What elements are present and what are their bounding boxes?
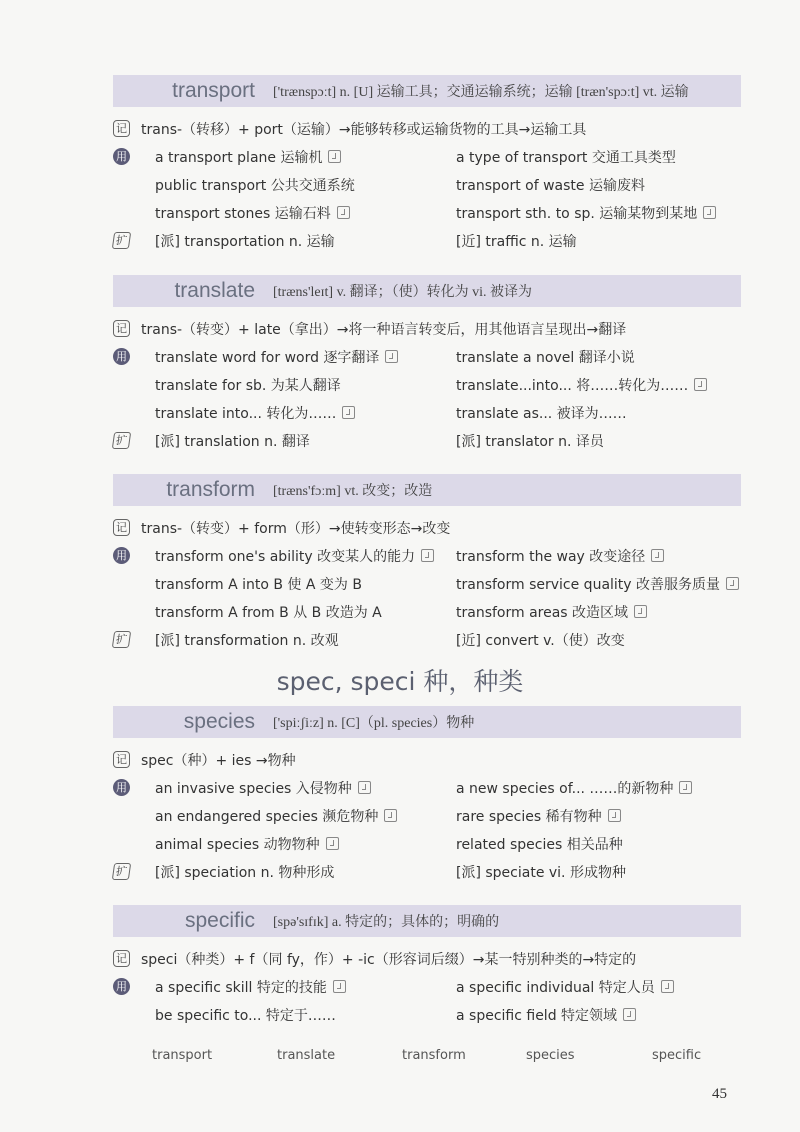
usage-item: transform service quality 改善服务质量 (456, 574, 739, 594)
entry-header (113, 905, 741, 937)
etymology: speci（种类）+ f（同 fy，作）+ -ic（形容词后缀）→某一特别种类的→特定的 (141, 952, 637, 968)
audio-icon[interactable] (358, 781, 371, 794)
etymology-row (113, 945, 741, 973)
etymology-row (113, 115, 741, 143)
derivative: [派] transportation n. 运输 (155, 234, 335, 250)
footer-word: translate (277, 1048, 336, 1063)
definition: ['spiːʃiːz] n. [C]（pl. species）物种 (273, 716, 475, 731)
headword: translate (174, 279, 255, 302)
etymology: spec（种）+ ies →物种 (141, 753, 296, 769)
usage-item: transform one's ability 改变某人的能力 (155, 546, 434, 566)
usage-item: transform the way 改变途径 (456, 546, 664, 566)
derivative: [派] translator n. 译员 (456, 434, 604, 450)
entry-transform (113, 474, 741, 654)
audio-icon[interactable] (634, 605, 647, 618)
usage-item: rare species 稀有物种 (456, 806, 621, 826)
usage-item: translate for sb. 为某人翻译 (155, 378, 341, 394)
usage-item: related species 相关品种 (456, 837, 623, 853)
usage-row (113, 171, 741, 199)
usage-item: an invasive species 入侵物种 (155, 778, 371, 798)
headword: specific (184, 909, 255, 932)
usage-row (113, 802, 741, 830)
audio-icon[interactable] (623, 1008, 636, 1021)
usage-item: animal species 动物物种 (155, 834, 339, 854)
usage-row (113, 1001, 741, 1029)
audio-icon[interactable] (694, 378, 707, 391)
ji-badge-icon: 记 (113, 950, 130, 967)
usage-item: translate a novel 翻译小说 (456, 350, 635, 366)
yong-badge-icon: 用 (113, 348, 130, 365)
entry-header (113, 75, 741, 107)
usage-item: a specific skill 特定的技能 (155, 977, 346, 997)
usage-item: a new species of... ……的新物种 (456, 778, 692, 798)
usage-row (113, 598, 741, 626)
yong-badge-icon: 用 (113, 547, 130, 564)
yong-badge-icon: 用 (113, 978, 130, 995)
audio-icon[interactable] (326, 837, 339, 850)
usage-item: transform A from B 从 B 改造为 A (155, 605, 382, 621)
usage-item: transform areas 改造区域 (456, 602, 647, 622)
kuo-badge-icon: 扩 (112, 232, 131, 249)
etymology: trans-（转移）+ port（运输）→能够转移或运输货物的工具→运输工具 (141, 122, 587, 138)
usage-item: translate as... 被译为…… (456, 406, 627, 422)
etymology-row (113, 746, 741, 774)
usage-row (113, 542, 741, 570)
usage-row (113, 343, 741, 371)
extension-row (113, 227, 741, 255)
usage-item: a specific field 特定领域 (456, 1005, 636, 1025)
usage-item: translate word for word 逐字翻译 (155, 347, 398, 367)
footer-word: transport (152, 1048, 213, 1063)
footer-word: transform (402, 1048, 466, 1063)
etymology: trans-（转变）+ late（拿出）→将一种语言转变后，用其他语言呈现出→翻译 (141, 322, 627, 338)
usage-item: a specific individual 特定人员 (456, 977, 674, 997)
usage-row (113, 143, 741, 171)
kuo-badge-icon: 扩 (112, 631, 131, 648)
usage-row (113, 830, 741, 858)
audio-icon[interactable] (661, 980, 674, 993)
extension-row (113, 858, 741, 886)
ji-badge-icon: 记 (113, 519, 130, 536)
usage-row (113, 199, 741, 227)
footer-word-list (0, 1048, 800, 1072)
headword: transform (166, 478, 255, 501)
etymology-row (113, 514, 741, 542)
entry-header (113, 474, 741, 506)
entry-species (113, 706, 741, 886)
definition: [spə'sɪfɪk] a. 特定的；具体的；明确的 (273, 915, 500, 930)
ji-badge-icon: 记 (113, 120, 130, 137)
derivative: [派] transformation n. 改观 (155, 633, 339, 649)
footer-word: specific (652, 1048, 702, 1063)
usage-item: be specific to... 特定于…… (155, 1008, 336, 1024)
usage-row (113, 371, 741, 399)
audio-icon[interactable] (421, 549, 434, 562)
audio-icon[interactable] (385, 350, 398, 363)
definition: [træns'fɔːm] vt. 改变；改造 (273, 484, 433, 499)
audio-icon[interactable] (608, 809, 621, 822)
headword: species (183, 710, 255, 733)
kuo-badge-icon: 扩 (112, 863, 131, 880)
usage-item: translate...into... 将……转化为…… (456, 375, 707, 395)
synonym: [近] traffic n. 运输 (456, 234, 577, 250)
entry-transport (113, 75, 741, 255)
etymology-row (113, 315, 741, 343)
usage-item: translate into... 转化为…… (155, 403, 355, 423)
usage-item: transport stones 运输石料 (155, 203, 350, 223)
usage-row (113, 774, 741, 802)
audio-icon[interactable] (384, 809, 397, 822)
entry-translate (113, 275, 741, 455)
usage-row (113, 399, 741, 427)
audio-icon[interactable] (328, 150, 341, 163)
headword: transport (172, 79, 255, 102)
synonym: [近] convert v.（使）改变 (456, 633, 625, 649)
definition: ['trænspɔːt] n. [U] 运输工具；交通运输系统；运输 [træn'spɔːt] vt. 运输 (273, 85, 689, 100)
audio-icon[interactable] (651, 549, 664, 562)
footer-word: species (526, 1048, 575, 1063)
usage-item: a type of transport 交通工具类型 (456, 150, 676, 166)
usage-item: an endangered species 濒危物种 (155, 806, 397, 826)
ji-badge-icon: 记 (113, 320, 130, 337)
audio-icon[interactable] (703, 206, 716, 219)
usage-row (113, 570, 741, 598)
entry-specific (113, 905, 741, 1029)
yong-badge-icon: 用 (113, 148, 130, 165)
entry-header (113, 706, 741, 738)
yong-badge-icon: 用 (113, 779, 130, 796)
definition: [træns'leɪt] v. 翻译；（使）转化为 vi. 被译为 (273, 285, 533, 300)
usage-item: public transport 公共交通系统 (155, 178, 355, 194)
extension-row (113, 626, 741, 654)
kuo-badge-icon: 扩 (112, 432, 131, 449)
derivative: [派] speciate vi. 形成物种 (456, 865, 626, 881)
audio-icon[interactable] (337, 206, 350, 219)
usage-item: transport of waste 运输废料 (456, 178, 645, 194)
page-number: 45 (712, 1086, 727, 1102)
ji-badge-icon: 记 (113, 751, 130, 768)
usage-row (113, 973, 741, 1001)
section-title: spec, speci 种，种类 (276, 667, 524, 696)
audio-icon[interactable] (726, 577, 739, 590)
usage-item: a transport plane 运输机 (155, 147, 341, 167)
audio-icon[interactable] (679, 781, 692, 794)
derivative: [派] speciation n. 物种形成 (155, 865, 335, 881)
audio-icon[interactable] (342, 406, 355, 419)
usage-item: transform A into B 使 A 变为 B (155, 577, 362, 593)
usage-item: transport sth. to sp. 运输某物到某地 (456, 203, 716, 223)
entry-header (113, 275, 741, 307)
extension-row (113, 427, 741, 455)
etymology: trans-（转变）+ form（形）→使转变形态→改变 (141, 521, 451, 537)
audio-icon[interactable] (333, 980, 346, 993)
derivative: [派] translation n. 翻译 (155, 434, 310, 450)
